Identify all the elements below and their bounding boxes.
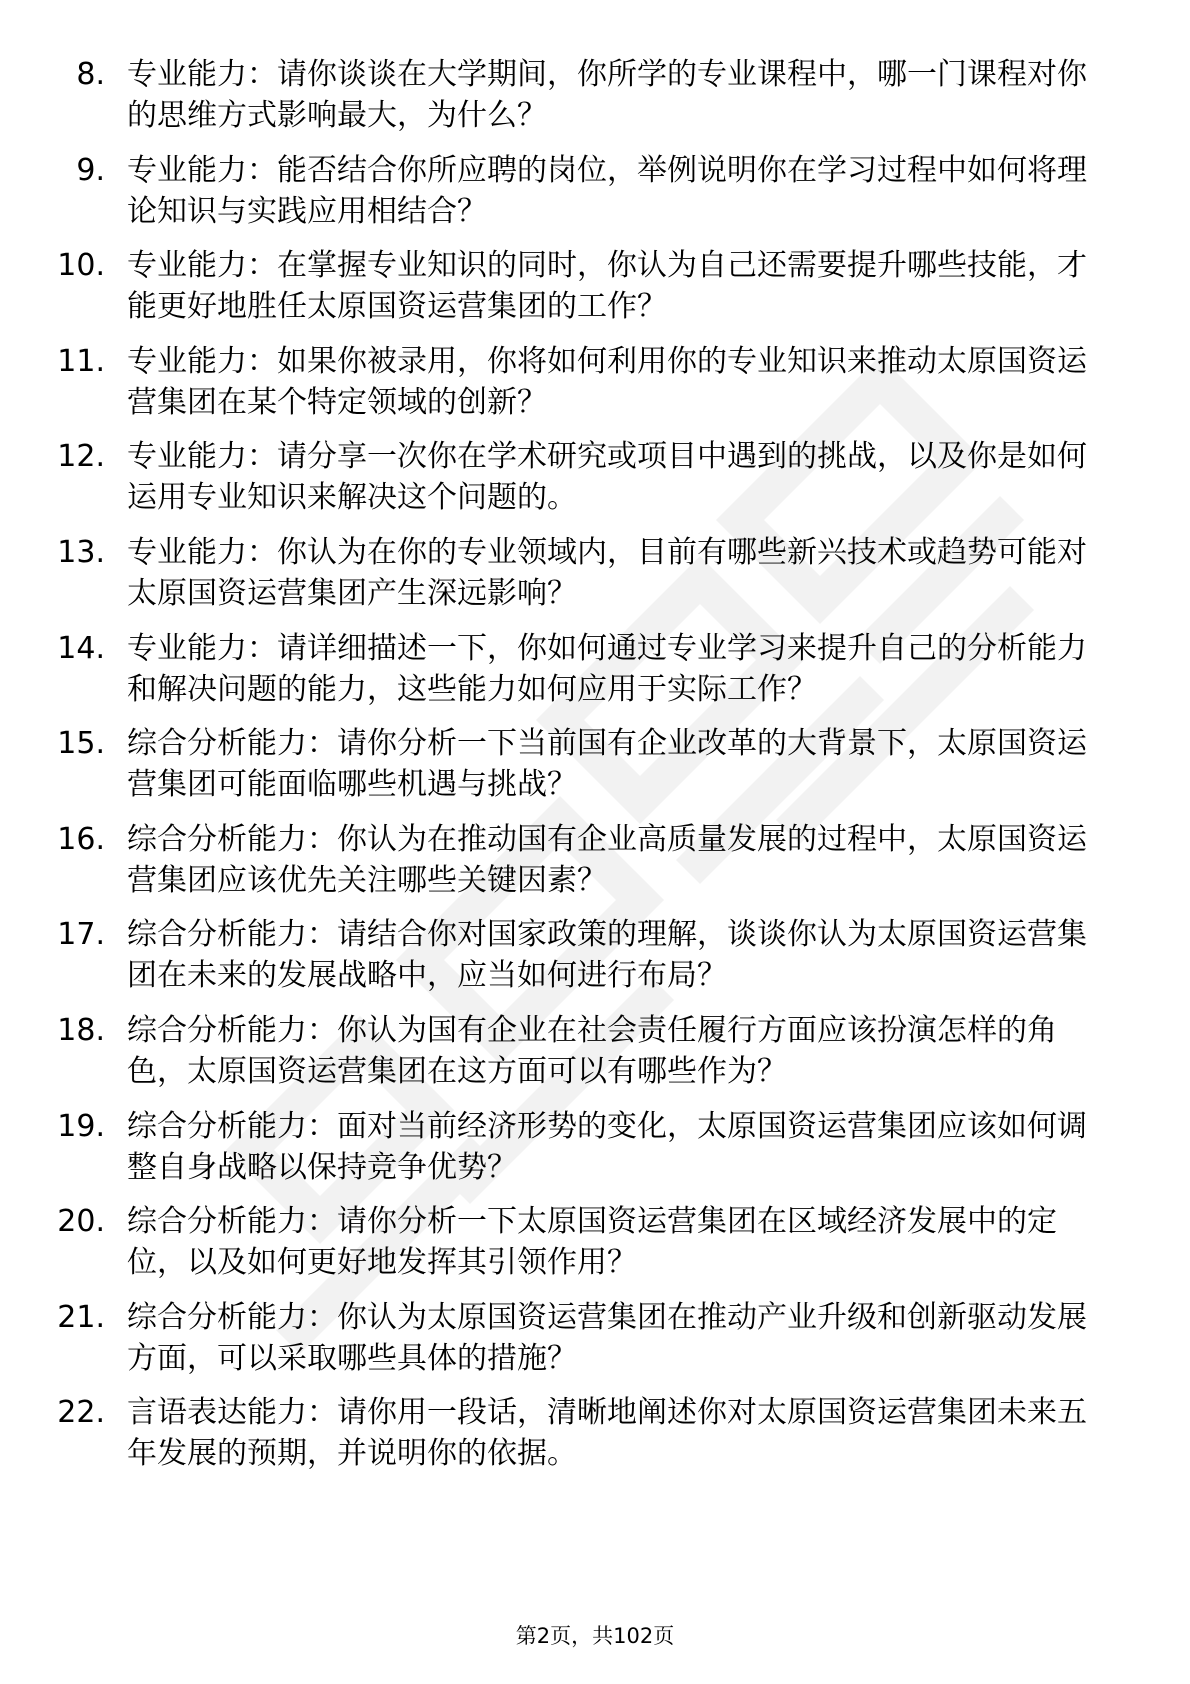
question-text: 专业能力：在掌握专业知识的同时，你认为自己还需要提升哪些技能，才能更好地胜任太原国资运营集团的工作？ [127, 248, 1087, 325]
question-number: 19. [57, 1108, 105, 1144]
question-text: 综合分析能力：请你分析一下太原国资运营集团在区域经济发展中的定位，以及如何更好地发挥其引领作用？ [127, 1204, 1057, 1281]
question-number: 9. [76, 152, 105, 188]
question-text: 言语表达能力：请你用一段话，清晰地阐述你对太原国资运营集团未来五年发展的预期，并说明你的依据。 [127, 1395, 1087, 1472]
question-item [0, 819, 1190, 915]
question-text: 专业能力：能否结合你所应聘的岗位，举例说明你在学习过程中如何将理论知识与实践应用相结合？ [127, 152, 1087, 229]
question-number: 13. [57, 534, 105, 570]
question-number: 21. [57, 1299, 105, 1335]
question-text: 专业能力：你认为在你的专业领域内，目前有哪些新兴技术或趋势可能对太原国资运营集团产生深远影响？ [127, 534, 1087, 611]
question-item [0, 1297, 1190, 1393]
question-item [0, 150, 1190, 246]
question-text: 综合分析能力：请你分析一下当前国有企业改革的大背景下，太原国资运营集团可能面临哪些机遇与挑战？ [127, 726, 1087, 803]
question-number: 8. [76, 57, 105, 92]
question-item [0, 54, 1190, 150]
question-number: 18. [57, 1012, 105, 1048]
question-text: 专业能力：如果你被录用，你将如何利用你的专业知识来推动太原国资运营集团在某个特定领域的创新？ [127, 343, 1087, 420]
question-item [0, 1201, 1190, 1297]
question-item [0, 1106, 1190, 1202]
question-number: 12. [57, 439, 105, 475]
question-number: 11. [57, 343, 105, 379]
question-text: 专业能力：请分享一次你在学术研究或项目中遇到的挑战，以及你是如何运用专业知识来解决这个问题的。 [127, 439, 1087, 516]
question-text: 综合分析能力：面对当前经济形势的变化，太原国资运营集团应该如何调整自身战略以保持竞争优势？ [127, 1108, 1087, 1185]
question-text: 综合分析能力：你认为在推动国有企业高质量发展的过程中，太原国资运营集团应该优先关注哪些关键因素？ [127, 821, 1087, 898]
question-item [0, 436, 1190, 532]
question-list [0, 54, 1190, 1488]
question-text: 专业能力：请详细描述一下，你如何通过专业学习来提升自己的分析能力和解决问题的能力，这些能力如何应用于实际工作？ [127, 630, 1087, 707]
question-number: 20. [57, 1204, 105, 1240]
question-item [0, 1010, 1190, 1106]
question-text: 专业能力：请你谈谈在大学期间，你所学的专业课程中，哪一门课程对你的思维方式影响最大，为什么？ [127, 57, 1087, 133]
question-item [0, 341, 1190, 437]
question-number: 10. [57, 248, 105, 284]
question-number: 22. [57, 1395, 105, 1431]
question-item [0, 245, 1190, 341]
question-item [0, 1392, 1190, 1488]
question-item [0, 532, 1190, 628]
question-number: 14. [57, 630, 105, 666]
question-number: 17. [57, 917, 105, 953]
question-text: 综合分析能力：请结合你对国家政策的理解，谈谈你认为太原国资运营集团在未来的发展战略中，应当如何进行布局？ [127, 917, 1087, 994]
page-footer: 第2页，共102页 [515, 1624, 675, 1648]
question-item [0, 628, 1190, 724]
question-text: 综合分析能力：你认为国有企业在社会责任履行方面应该扮演怎样的角色，太原国资运营集团在这方面可以有哪些作为？ [127, 1012, 1057, 1089]
question-item [0, 914, 1190, 1010]
question-text: 综合分析能力：你认为太原国资运营集团在推动产业升级和创新驱动发展方面，可以采取哪些具体的措施？ [127, 1299, 1087, 1376]
question-item [0, 723, 1190, 819]
question-number: 15. [57, 726, 105, 762]
question-number: 16. [57, 821, 105, 857]
